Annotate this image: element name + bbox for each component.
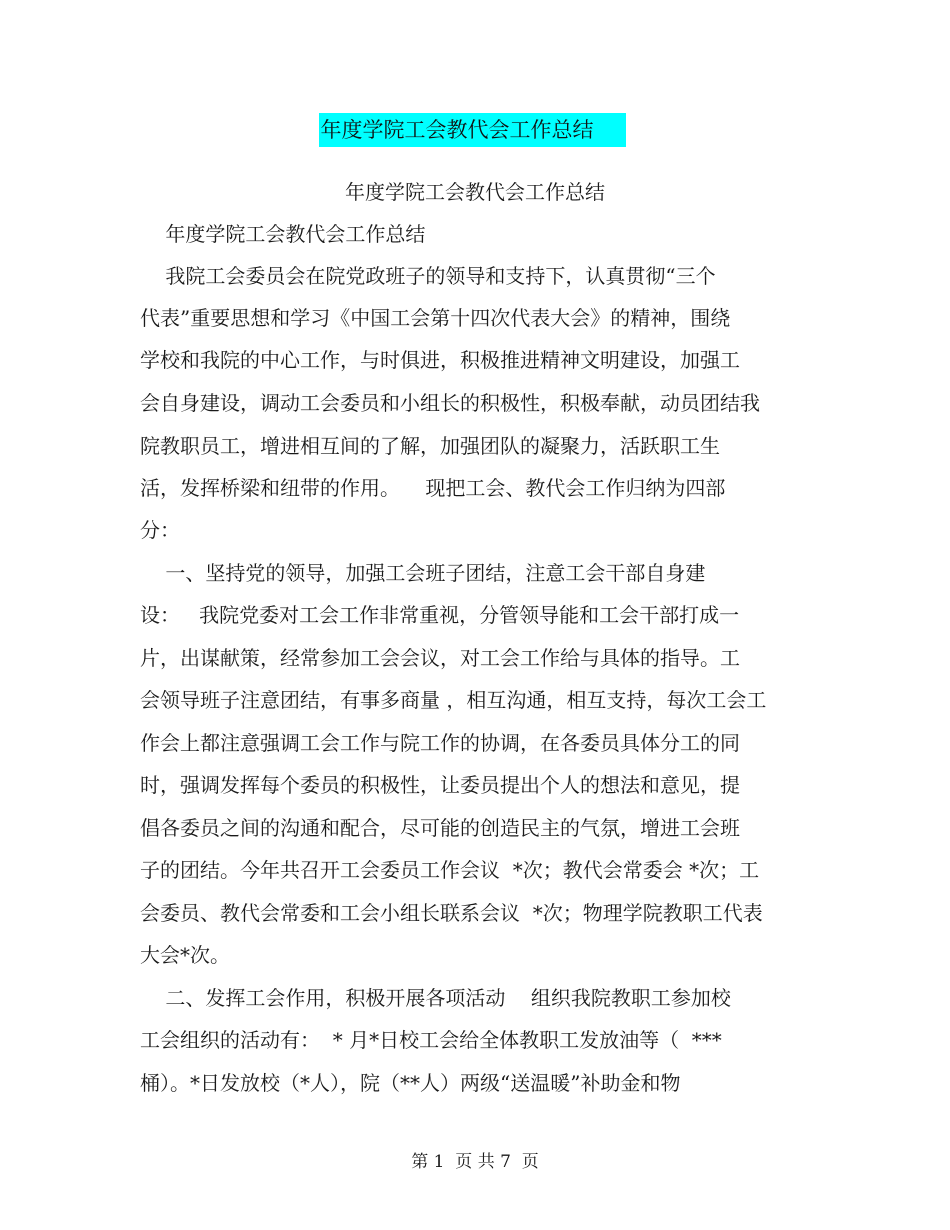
body-line: 时，强调发挥每个委员的积极性，让委员提出个人的想法和意见，提 bbox=[140, 773, 740, 797]
body-line: 桶）。*日发放校（*人），院（**人）两级“送温暖”补助金和物 bbox=[140, 1071, 681, 1095]
body-line: 分： bbox=[140, 518, 180, 542]
title-container bbox=[0, 113, 950, 147]
body-line: 代表”重要思想和学习《中国工会第十四次代表大会》的精神，围绕 bbox=[140, 306, 731, 330]
body-line: 设： 我院党委对工会工作非常重视，分管领导能和工会干部打成一 bbox=[140, 603, 740, 627]
body-line: 作会上都注意强调工会工作与院工作的协调，在各委员具体分工的同 bbox=[140, 731, 740, 755]
section-heading-line: 二、发挥工会作用，积极开展各项活动 组织我院教职工参加校 bbox=[140, 986, 731, 1010]
body-line: 会自身建设，调动工会委员和小组长的积极性，积极奉献，动员团结我 bbox=[140, 391, 760, 415]
body-line: 会领导班子注意团结，有事多商量 ，相互沟通，相互支持，每次工会工 bbox=[140, 688, 767, 712]
body-line: 会委员、教代会常委和工会小组长联系会议 *次；物理学院教职工代表 bbox=[140, 901, 763, 925]
body-line: 子的团结。今年共召开工会委员工作会议 *次；教代会常委会 *次；工 bbox=[140, 858, 760, 882]
document-subtitle: 年度学院工会教代会工作总结 bbox=[345, 180, 605, 204]
body-line: 年度学院工会教代会工作总结 bbox=[140, 222, 426, 246]
body-line: 大会*次。 bbox=[140, 943, 230, 967]
body-line: 片，出谋献策，经常参加工会会议，对工会工作给与具体的指导。工 bbox=[140, 646, 740, 670]
body-line: 工会组织的活动有： * 月*日校工会给全体教职工发放油等（ *** bbox=[140, 1028, 722, 1052]
body-line: 活，发挥桥梁和纽带的作用。 现把工会、教代会工作归纳为四部 bbox=[140, 476, 726, 500]
section-heading-line: 一、坚持党的领导，加强工会班子团结，注意工会干部自身建 bbox=[140, 561, 706, 585]
document-title: 年度学院工会教代会工作总结 bbox=[319, 113, 626, 147]
body-line: 学校和我院的中心工作，与时俱进，积极推进精神文明建设，加强工 bbox=[140, 348, 740, 372]
body-line: 我院工会委员会在院党政班子的领导和支持下，认真贯彻“三个 bbox=[140, 264, 716, 288]
body-line: 倡各委员之间的沟通和配合，尽可能的创造民主的气氛，增进工会班 bbox=[140, 816, 740, 840]
body-line: 院教职员工，增进相互间的了解，加强团队的凝聚力，活跃职工生 bbox=[140, 434, 720, 458]
page-footer: 第 1 页 共 7 页 bbox=[411, 1152, 539, 1172]
